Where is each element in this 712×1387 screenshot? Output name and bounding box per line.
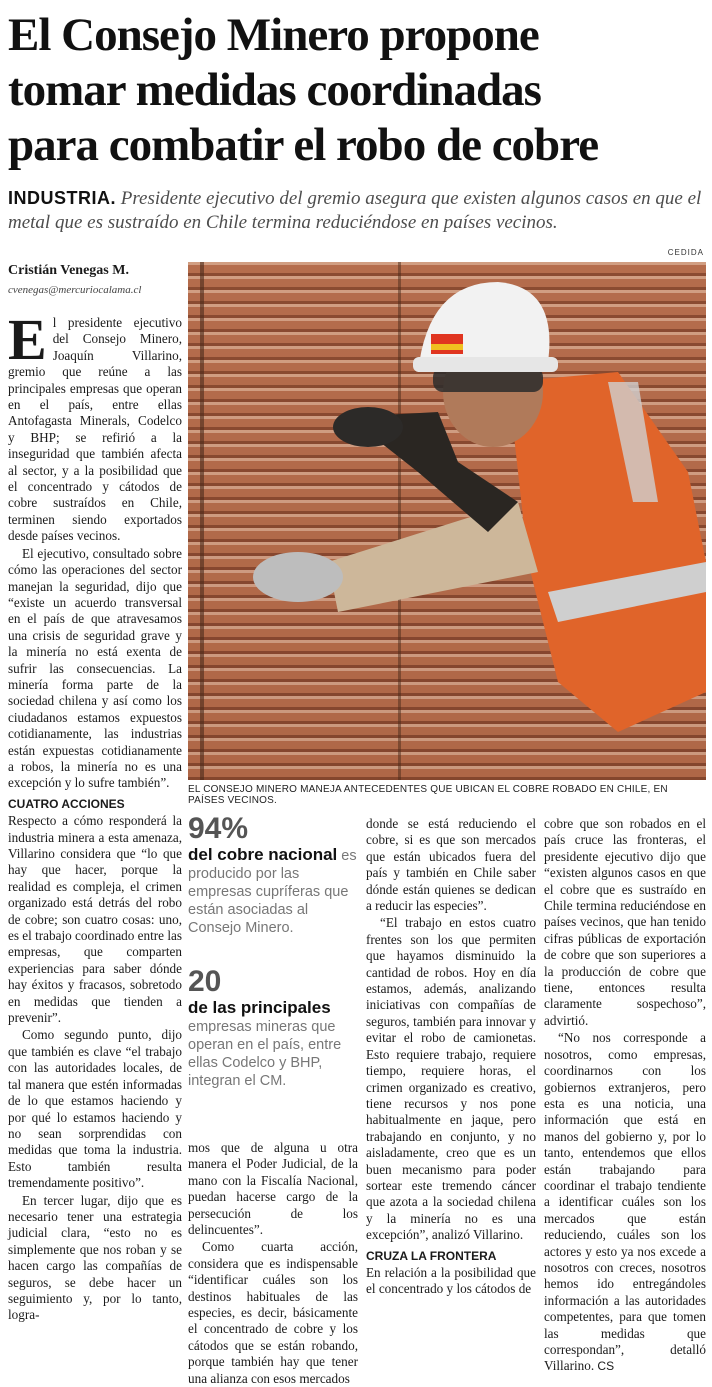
stat-number: 20 (188, 965, 222, 998)
article-column-4 (544, 816, 706, 1375)
stats-box (188, 812, 358, 1090)
article-column-1 (8, 307, 182, 1324)
stat-description: empresas mineras que operan en el país, entre ellas Codelco y BHP, integran el CM. (188, 1019, 342, 1089)
article-photo (188, 262, 706, 780)
lead-text: Presidente ejecutivo del gremio asegura que existen algunos casos en que el metal que es sustraído en Chile termina reduciéndose en países vecinos. (8, 188, 702, 233)
stat-number: 94% (188, 812, 249, 845)
section-kicker: INDUSTRIA. (8, 188, 116, 208)
author-name: Cristián Venegas M. (8, 263, 129, 278)
stat-highlight: del cobre nacional (188, 845, 338, 864)
stat-highlight: de las principales (188, 998, 331, 1017)
photo-credit: CEDIDA (667, 248, 704, 257)
paragraph: mos que de alguna u otra manera el Poder Judicial, de la mano con la Fiscalía Nacional, puedan hacerse cargo de la persecución de los delincuentes”. (188, 1140, 358, 1238)
section-heading: CRUZA LA FRONTERA (366, 1248, 497, 1263)
paragraph: l presidente ejecutivo del Consejo Minero, Joaquín Villarino, gremio que reúne a las principales empresas que operan en el país, entre ellas Antofagasta Minerals, Codelco y BHP; se refirió a la inseguridad que también afecta al sector, y a la posibilidad que el concentrado y cátodos de cobre sustraídos en Chile, terminen siendo exportados desde países vecinos. (8, 315, 182, 544)
drop-cap: E (8, 307, 47, 372)
article-column-3 (366, 816, 536, 1298)
headline-line-3: para combatir el robo de cobre (8, 119, 599, 171)
paragraph: Respecto a cómo responderá la industria minera a esta amenaza, Villarino considera que “lo que hay que hacer, porque la realidad es compleja, el crimen organizado está detrás del robo de cobre; son cuatro cosas: uno, es el trabajo coordinado entre las empresas, que comparten experiencias para saber dónde hay éxitos y fracasos, sobretodo en medidas que tienden a prevenir”. (8, 813, 182, 1026)
paragraph: Como segundo punto, dijo que también es clave “el trabajo con las autoridades locales, de tal manera que estén informadas de lo que estamos haciendo y por qué lo estamos haciendo y no sean sorprendidas con medidas que toma la industria. Esto también resulta tremendamente positivo”. (8, 1027, 182, 1191)
paragraph: cobre que son robados en el país cruce las fronteras, el presidente ejecutivo dijo que “existen algunos casos en que el cobre que es sustraído en Chile termina reduciéndose en países vecinos, que han tenido cifras públicas de exportación de cobre que son superiores a la producción de cobre que tiene, entonces resulta claramente sospechoso”, advirtió. (544, 816, 706, 1028)
article-column-2 (188, 1140, 358, 1387)
paragraph: En tercer lugar, dijo que es necesario tener una estrategia judicial clara, “esto no es simplemente que nos roban y se hacen cargo las compañías de seguros, se debe hacer un seguimiento y, por lo tanto, logra- (8, 1192, 182, 1323)
stat-text (188, 999, 358, 1090)
photo-caption: EL CONSEJO MINERO MANEJA ANTECEDENTES QUE UBICAN EL COBRE ROBADO EN CHILE, EN PAÍSES VECINOS. (188, 784, 668, 806)
paragraph: donde se está reduciendo el cobre, si es que son mercados que están ubicados fuera del país y también en Chile saber dónde están quienes se dedican a reducir las especies”. (366, 816, 536, 914)
author-email: cvenegas@mercuriocalama.cl (8, 284, 142, 296)
paragraph (544, 1030, 706, 1375)
headline-line-2: tomar medidas coordinadas (8, 64, 541, 116)
section-heading: CUATRO ACCIONES (8, 796, 125, 811)
stat-text (188, 846, 358, 937)
headline (8, 8, 708, 173)
paragraph: En relación a la posibilidad que el concentrado y los cátodos de (366, 1264, 536, 1297)
stat-description: es producido por las empresas cupríferas que están asociadas al Consejo Minero. (188, 848, 357, 936)
end-mark-icon: CS (597, 1359, 615, 1374)
paragraph-text: “No nos corresponde a nosotros, como empresas, coordinarnos con los gobiernos extranjeros, pero esta es una noticia, una información que está en manos del gobierno y, por lo tanto, entendemos que ellos están trabajando para coordinar el trabajo tendiente a identificar cuáles son los mercados que están reduciendo, cuáles son los actores y esto ya nos excede a nosotros con creces, nosotros hemos ido entregándoles información a las autoridades competentes, para que tomen las medidas que correspondan”, detalló Villarino. (544, 1030, 706, 1374)
headline-line-1: El Consejo Minero propone (8, 9, 539, 61)
paragraph: “El trabajo en estos cuatro frentes son los que permiten que hayamos disminuido la cantidad de robos. Hoy en día estamos, además, analizando iniciativas con compañías de seguros, también para innovar y evitar el robo de camionetas. Esto requiere trabajo, requiere tiempo, requiere horas, el crimen organizado es creativo, tiene recursos y nos pone habitualmente en jaque, pero trabajando en conjunto, y no aisladamente, creo que es un buen mecanismo para poder sortear este tremendo cáncer que azota a la sociedad chilena y la minería no es una excepción”, analizó Villarino. (366, 915, 536, 1243)
paragraph: Como cuarta acción, considera que es indispensable “identificar cuáles son los destinos habituales de las especies, es decir, básicamente el concentrado de cobre y los cátodos que se están robando, porque también hay que tener una alianza con esos mercados (188, 1239, 358, 1386)
paragraph: El ejecutivo, consultado sobre cómo las operaciones del sector manejan la seguridad, dijo que “existe un acuerdo transversal en el país de que atravesamos una crisis de seguridad grave y la minería no está exenta de sufrir las consecuencias. La minería forma parte de la sociedad chilena y así como los ciudadanos estamos expuestos cotidianamente, las industrias están expuestas cotidianamente a robos, la minería no es una excepción y lo sufre también”. (8, 545, 182, 791)
lead (8, 186, 708, 235)
byline (8, 263, 183, 296)
copper-worker-illustration (188, 262, 706, 780)
